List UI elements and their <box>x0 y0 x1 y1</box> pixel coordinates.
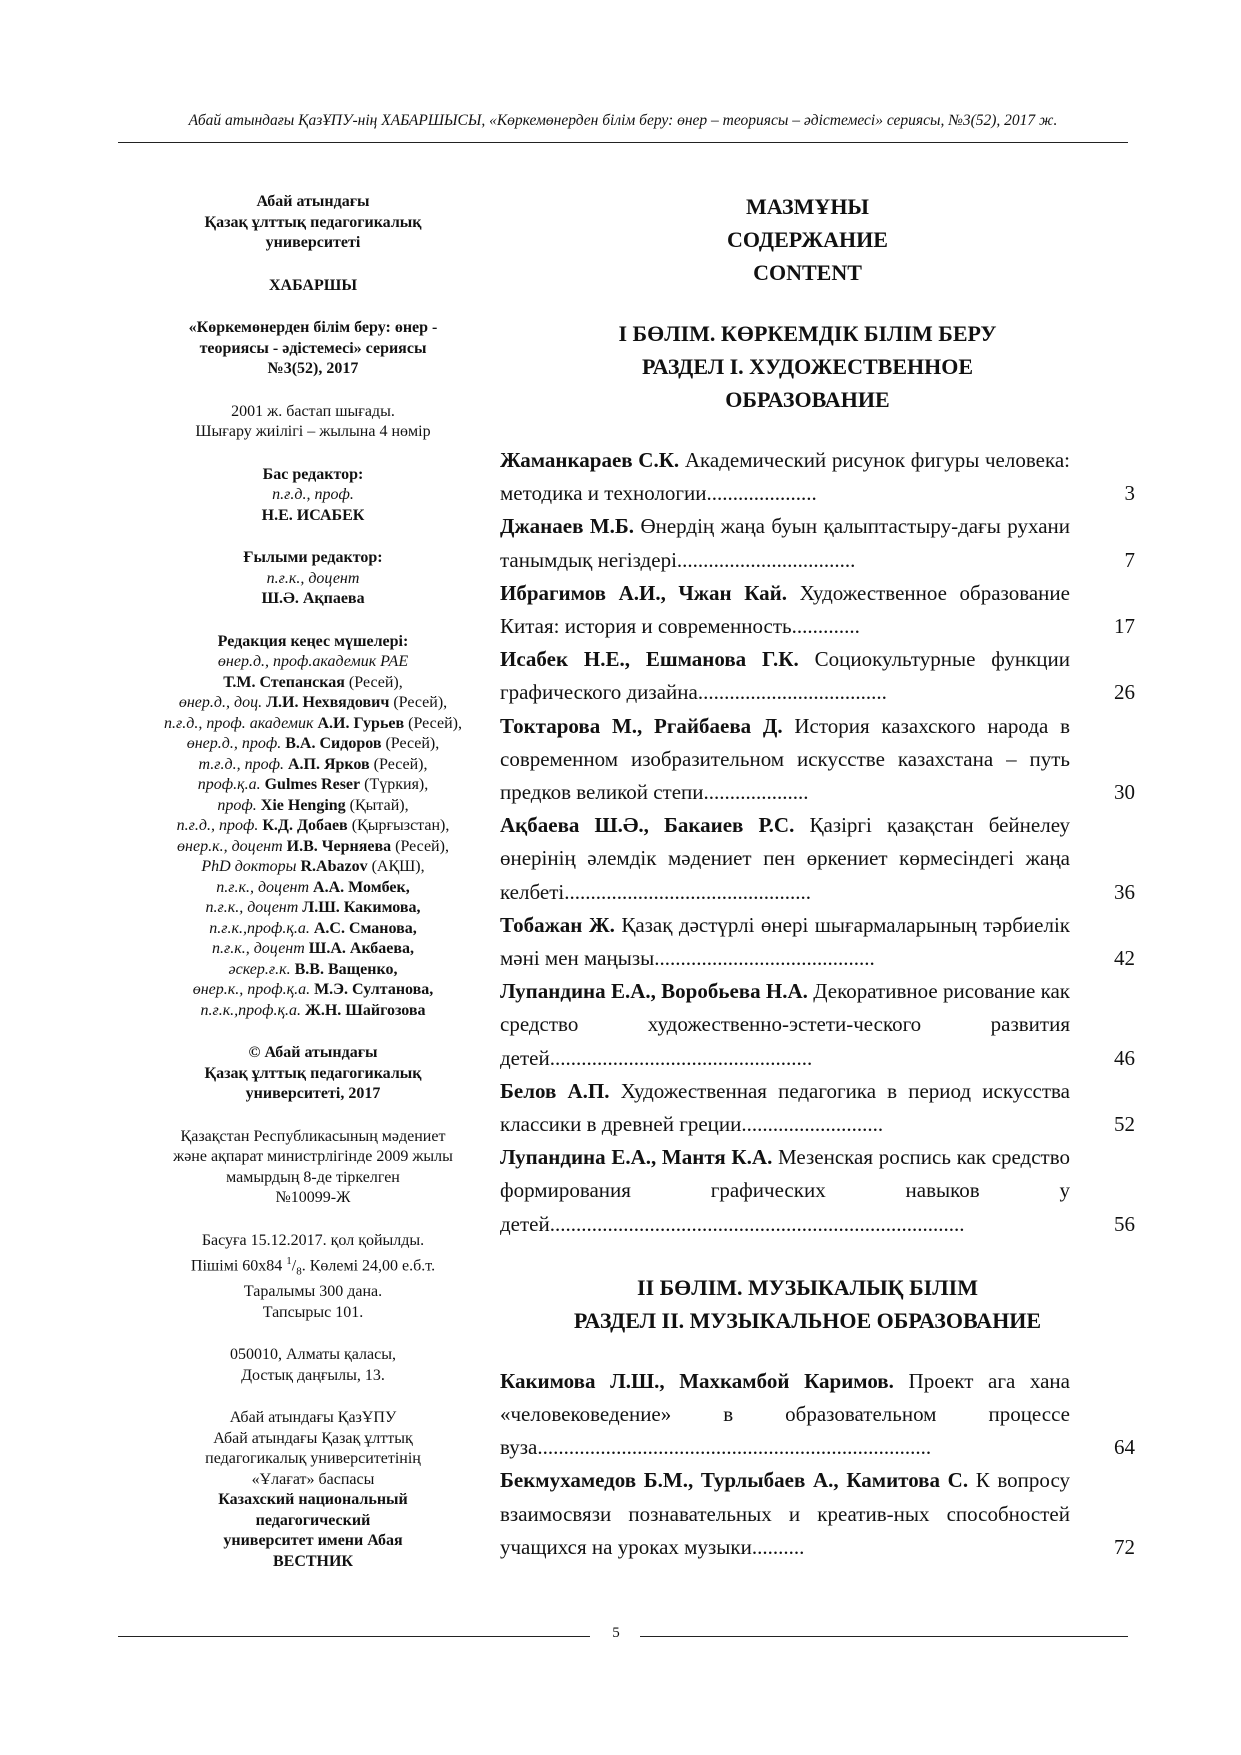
toc-entry-title: Социокультурные функции графического дизайна.................................... <box>500 647 1070 705</box>
toc-heading: МАЗМҰНЫ СОДЕРЖАНИЕ CONTENT <box>727 194 888 285</box>
toc-entry[interactable] <box>500 1365 1135 1465</box>
toc-entry-author: Тобажан Ж. <box>500 912 615 937</box>
toc-entry-title: Қазіргі қазақстан бейнелеу өнерінің әлемдік мәдениет пен өркениет көрмесіндегі жаңа келбеті............................................... <box>500 813 1071 904</box>
toc-entry[interactable] <box>500 1075 1135 1141</box>
toc-entry-page: 17 <box>1114 614 1135 639</box>
editorial-board: Редакция кеңес мүшелері: өнер.д., проф.академик РАЕ Т.М. Степанская (Ресей), өнер.д., доц. Л.И. Нехвядович (Ресей), п.ғ.д., проф. академик А.И. Гурьев (Ресей), өнер.д., проф. В.А. Сидоров (Ресей), т.ғ.д., проф. А.П. Ярков (Ресей), проф.қ.а. Gulmes Reser (Түркия), проф. Xie Henging (Қытай), п.ғ.д., проф. К.Д. Добаев (Қырғызстан), өнер.к., доцент И.В. Черняева (Ресей), PhD докторы R.Abazov (АҚШ), п.ғ.к., доцент А.А. Момбек, п.ғ.к., доцент Л.Ш. Какимова, п.ғ.к.,проф.қ.а. А.С. Сманова, п.ғ.к., доцент Ш.А. Акбаева, әскер.ғ.к. В.В. Ващенко, өнер.к., проф.қ.а. М.Э. Султанова, п.ғ.к.,проф.қ.а. Ж.Н. Шайгозова <box>108 632 518 1022</box>
board-member: өнер.к., доцент И.В. Черняева (Ресей), <box>177 837 449 855</box>
toc-entry-author: Джанаев М.Б. <box>500 514 635 539</box>
registration-info: Қазақстан Республикасының мәдениет және ақпарат министрлігінде 2009 жылы мамырдың 8-де тіркелген №10099-Ж <box>173 1127 453 1206</box>
section-2-title: ІІ БӨЛІМ. МУЗЫКАЛЫҚ БІЛІМ РАЗДЕЛ II. МУЗЫКАЛЬНОЕ ОБРАЗОВАНИЕ <box>573 1274 1042 1333</box>
footer-rule-right <box>640 1636 1128 1637</box>
toc-entry-author: Лупандина Е.А., Мантя К.А. <box>500 1145 773 1170</box>
board-member-list <box>108 652 518 1021</box>
toc-entry-page: 7 <box>1124 547 1135 572</box>
toc-entry-title: К вопросу взаимосвязи познавательных и креатив-ных способностей учащихся на уроках музыки.......... <box>500 1468 1070 1559</box>
board-member: Т.М. Степанская (Ресей), <box>223 673 403 691</box>
toc-entry-page: 46 <box>1114 1045 1135 1070</box>
running-header: Абай атындағы ҚазҰПУ-нің ХАБАРШЫСЫ, «Көркемөнерден білім беру: өнер – теориясы – әдістемесі» сериясы, №3(52), 2017 ж. <box>188 112 1058 129</box>
toc-entry-author: Токтарова М., Ргайбаева Д. <box>500 713 783 738</box>
toc-entry-page: 42 <box>1114 946 1135 971</box>
toc-entry-page: 36 <box>1114 879 1135 904</box>
board-member: п.ғ.к., доцент Л.Ш. Какимова, <box>205 899 421 916</box>
toc-entry[interactable] <box>500 1141 1135 1241</box>
section-1-title: І БӨЛІМ. КӨРКЕМДІК БІЛІМ БЕРУ РАЗДЕЛ I. ХУДОЖЕСТВЕННОЕ ОБРАЗОВАНИЕ <box>618 321 997 412</box>
scientific-editor: Ғылыми редактор: п.ғ.к., доцент Ш.Ә. Ақпаева <box>243 549 383 607</box>
imprint-column <box>108 192 518 1572</box>
format-line: Пішімі 60х84 $^1/_8$. Көлемі 24,00 е.б.т. <box>190 1255 436 1278</box>
toc-entry[interactable] <box>500 510 1135 576</box>
toc-entry-title: Декоративное рисование как средство художественно-эстети-ческого развития детей.................................................. <box>500 979 1070 1070</box>
print-info: Басуға 15.12.2017. қол қойылды. Пішімі 60х84 $^1/_8$. Көлемі 24,00 е.б.т. Таралымы 300 дана. Тапсырыс 101. <box>108 1231 518 1324</box>
board-member: өнер.к., проф.қ.а. М.Э. Султанова, <box>192 981 434 998</box>
chief-editor: Бас редактор: п.ғ.д., проф. Н.Е. ИСАБЕК <box>261 465 365 524</box>
board-member: п.ғ.д., проф. академик А.И. Гурьев (Ресей), <box>164 714 462 732</box>
toc-entry-title: Мезенская роспись как средство формирования графических навыков у детей............................................................................... <box>500 1145 1071 1236</box>
table-of-contents <box>500 190 1135 1564</box>
toc-entry-page: 56 <box>1114 1211 1135 1236</box>
board-member: п.ғ.к.,проф.қ.а. А.С. Сманова, <box>209 919 417 937</box>
section-1-entries <box>500 444 1135 1241</box>
board-member: өнер.д., проф. В.А. Сидоров (Ресей), <box>186 735 440 752</box>
board-member: проф. Xie Henging (Қытай), <box>217 796 409 814</box>
board-member: проф.қ.а. Gulmes Reser (Түркия), <box>197 776 429 793</box>
toc-entry-page: 52 <box>1114 1112 1135 1137</box>
toc-entry-page: 30 <box>1114 780 1135 805</box>
header-rule <box>118 142 1128 143</box>
copyright: © Абай атындағы Қазақ ұлттық педагогикалық университеті, 2017 <box>204 1044 422 1102</box>
toc-entry-title: Проект ага хана «человековедение» в образовательном процессе вуза........................................................................... <box>500 1368 1070 1460</box>
toc-entry-page: 26 <box>1114 680 1135 705</box>
toc-entry-author: Жаманкараев С.К. <box>500 448 680 472</box>
board-member: п.ғ.д., проф. К.Д. Добаев (Қырғызстан), <box>176 817 450 834</box>
footer-rule-left <box>118 1636 590 1637</box>
publication-info: 2001 ж. бастап шығады. Шығару жиілігі – жылына 4 нөмір <box>195 402 431 440</box>
toc-entry-author: Какимова Л.Ш., Махкамбой Каримов. <box>500 1368 894 1393</box>
toc-entry[interactable] <box>500 444 1135 510</box>
toc-entry[interactable] <box>500 710 1135 810</box>
university-name: Абай атындағы Қазақ ұлттық педагогикалық университеті <box>204 193 422 251</box>
toc-entry-title: История казахского народа в современном изобразительном искусстве казахстана – путь предков великой степи.................... <box>500 713 1070 805</box>
toc-entry-author: Исабек Н.Е., Ешманова Г.К. <box>500 647 799 672</box>
publisher: Абай атындағы ҚазҰПУ Абай атындағы Қазақ ұлттық педагогикалық университетінің «Ұлағат» баспасы Казахский национальный педагогический университет имени Абая ВЕСТНИК <box>205 1409 421 1570</box>
board-member: п.ғ.к., доцент Ш.А. Акбаева, <box>211 940 415 957</box>
toc-entry[interactable] <box>500 909 1135 975</box>
journal-name: ХАБАРШЫ <box>268 276 358 294</box>
board-member: өнер.д., проф.академик РАЕ <box>217 653 409 670</box>
series-name: «Көркемөнерден білім беру: өнер - теориясы - әдістемесі» сериясы №3(52), 2017 <box>188 319 438 377</box>
toc-entry[interactable] <box>500 809 1135 909</box>
toc-entry-page: 3 <box>1124 481 1135 506</box>
toc-entry-title: Академический рисунок фигуры человека: методика и технологии..................... <box>500 448 1070 506</box>
board-member: п.ғ.к.,проф.қ.а. Ж.Н. Шайгозова <box>200 1001 426 1019</box>
board-member: өнер.д., доц. Л.И. Нехвядович (Ресей), <box>178 694 448 711</box>
toc-entry[interactable] <box>500 577 1135 643</box>
board-member: PhD докторы R.Abazov (АҚШ), <box>201 858 425 875</box>
board-member: п.ғ.к., доцент А.А. Момбек, <box>216 878 410 896</box>
toc-entry[interactable] <box>500 1464 1135 1564</box>
toc-entry-author: Ибрагимов А.И., Чжан Кай. <box>500 580 787 605</box>
toc-entry[interactable] <box>500 643 1135 709</box>
toc-entry-title: Өнердің жаңа буын қалыптастыру-дағы рухани танымдық негіздері.................................. <box>500 514 1070 572</box>
toc-entry-title: Художественное образование Китая: история и современность............. <box>500 580 1070 639</box>
toc-entry-page: 64 <box>1114 1435 1135 1460</box>
address: 050010, Алматы қаласы, Достық даңғылы, 13. <box>230 1346 396 1384</box>
toc-entry-author: Ақбаева Ш.Ә., Бакаиев Р.С. <box>500 813 795 838</box>
toc-entry[interactable] <box>500 975 1135 1075</box>
toc-entry-author: Лупандина Е.А., Воробьева Н.А. <box>500 979 808 1004</box>
page-number: 5 <box>612 1625 620 1641</box>
toc-entry-title: Художественная педагогика в период искусства классики в древней греции........................... <box>500 1078 1071 1137</box>
toc-entry-author: Белов А.П. <box>500 1078 610 1103</box>
board-member: т.ғ.д., проф. А.П. Ярков (Ресей), <box>198 755 428 773</box>
section-2-entries <box>500 1365 1135 1564</box>
toc-entry-author: Бекмухамедов Б.М., Турлыбаев А., Камитова С. <box>500 1468 969 1493</box>
toc-entry-page: 72 <box>1114 1534 1135 1559</box>
board-member: әскер.ғ.к. В.В. Ващенко, <box>228 960 398 978</box>
toc-entry-title: Қазақ дәстүрлі өнері шығармаларының тәрбиелік мәні мен маңызы.......................................... <box>500 912 1070 971</box>
